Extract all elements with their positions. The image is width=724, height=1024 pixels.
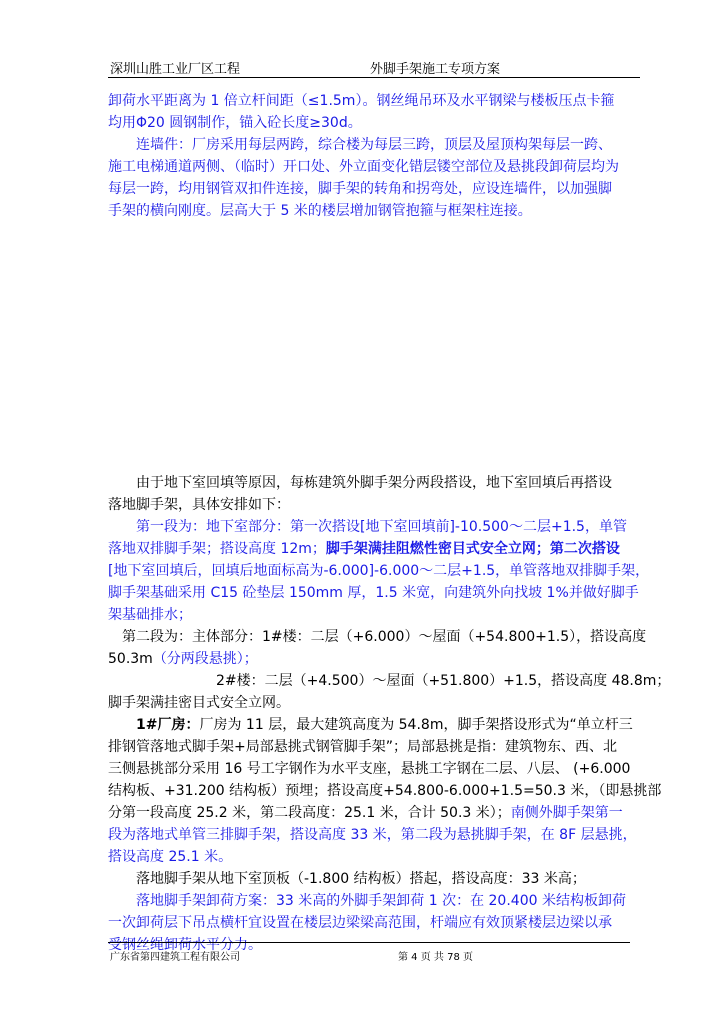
text-run: 落地双排脚手架；搭设高度 12m； [108,541,326,557]
text-run: 分第一段高度 25.2 米，第二段高度：25.1 米，合计 50.3 米）； [108,805,511,821]
text-line: 卸荷水平距离为 1 倍立杆间距（≤1.5m）。钢丝绳吊环及水平钢梁与楼板压点卡箍 [108,93,615,109]
text-line: 脚手架基础采用 C15 砼垫层 150mm 厚，1.5 米宽，向建筑外向找坡 1%并做好脚手 [108,585,639,601]
text-line: 第二段为：主体部分：1#楼：二层（+6.000）～屋面（+54.800+1.5），搭设高度 [122,629,647,645]
text-line [108,648,644,670]
text-line: 受钢丝绳卸荷水平分力。 [108,937,262,953]
text-line: 段为落地式单管三排脚手架，搭设高度 33 米，第二段为悬挑脚手架，在 8F 层悬挑， [108,827,637,843]
text-line: [地下室回填后，回填后地面标高为-6.000]-6.000～二层+1.5，单管落地双排脚手架， [108,563,650,579]
text-line: 架基础排水； [108,607,192,623]
text-line [108,714,644,736]
text-line: 每层一跨，均用钢管双扣件连接，脚手架的转角和拐弯处，应设连墙件，以加强脚 [108,181,612,197]
header-project: 深圳山胜工业厂区工程 [110,62,241,77]
text-line: 落地脚手架，具体安排如下： [108,497,290,513]
top-paragraphs [108,90,644,222]
text-line: 2#楼：二层（+4.500）～屋面（+51.800）+1.5，搭设高度 48.8m； [216,673,671,689]
text-line: 三侧悬挑部分采用 16 号工字钢作为水平支座，悬挑工字钢在二层、八层、 (+6.000 [108,761,631,777]
text-line: 落地脚手架卸荷方案：33 米高的外脚手架卸荷 1 次：在 20.400 米结构板卸荷 [136,893,626,909]
text-line: 脚手架满挂密目式安全立网。 [108,695,290,711]
text-line: 由于地下室回填等原因，每栋建筑外脚手架分两段搭设，地下室回填后再搭设 [136,475,612,491]
footer-page-number: 第 4 页 共 78 页 [398,952,473,963]
text-run: 厂房为 11 层，最大建筑高度为 54.8m，脚手架搭设形式为“单立杆三 [199,717,633,733]
footer-rule [108,942,630,943]
text-line: 一次卸荷层下吊点横杆宜设置在楼层边梁梁高范围，杆端应有效顶紧楼层边梁以承 [108,915,612,931]
header-doc-title: 外脚手架施工专项方案 [370,62,501,77]
section-paragraphs [108,472,671,956]
text-line: 连墙件：厂房采用每层两跨，综合楼为每层三跨，顶层及屋顶构架每层一跨、 [136,137,612,153]
text-line: 结构板、+31.200 结构板）预埋；搭设高度+54.800-6.000+1.5=50.3 米，（即悬挑部 [108,783,662,799]
text-line: 搭设高度 25.1 米。 [108,849,233,865]
text-run-blue: 南侧外脚手架第一 [510,805,623,821]
text-line [108,802,644,824]
text-line: 落地脚手架从地下室顶板（-1.800 结构板）搭起，搭设高度：33 米高； [136,871,586,887]
text-run-bold: 1#厂房： [136,717,200,733]
footer-company: 广东省第四建筑工程有限公司 [110,952,240,963]
text-run-blue: （分两段悬挑）； [152,651,258,667]
text-run-bold: 脚手架满挂阻燃性密目式安全立网；第二次搭设 [325,541,620,557]
text-line: 均用Φ20 圆钢制作，锚入砼长度≥30d。 [108,115,362,131]
text-line: 施工电梯通道两侧、（临时）开口处、外立面变化错层镂空部位及悬挑段卸荷层均为 [108,159,619,175]
text-line: 第一段为：地下室部分：第一次搭设[地下室回填前]-10.500～二层+1.5，单管 [136,519,627,535]
text-run: 50.3m [108,651,153,667]
text-line: 手架的横向刚度。层高大于 5 米的楼层增加钢管抱箍与框架柱连接。 [108,203,532,219]
text-line [108,538,644,560]
header-rule [108,77,640,78]
text-line: 排钢管落地式脚手架+局部悬挑式钢管脚手架”；局部悬挑是指：建筑物东、西、北 [108,739,617,755]
